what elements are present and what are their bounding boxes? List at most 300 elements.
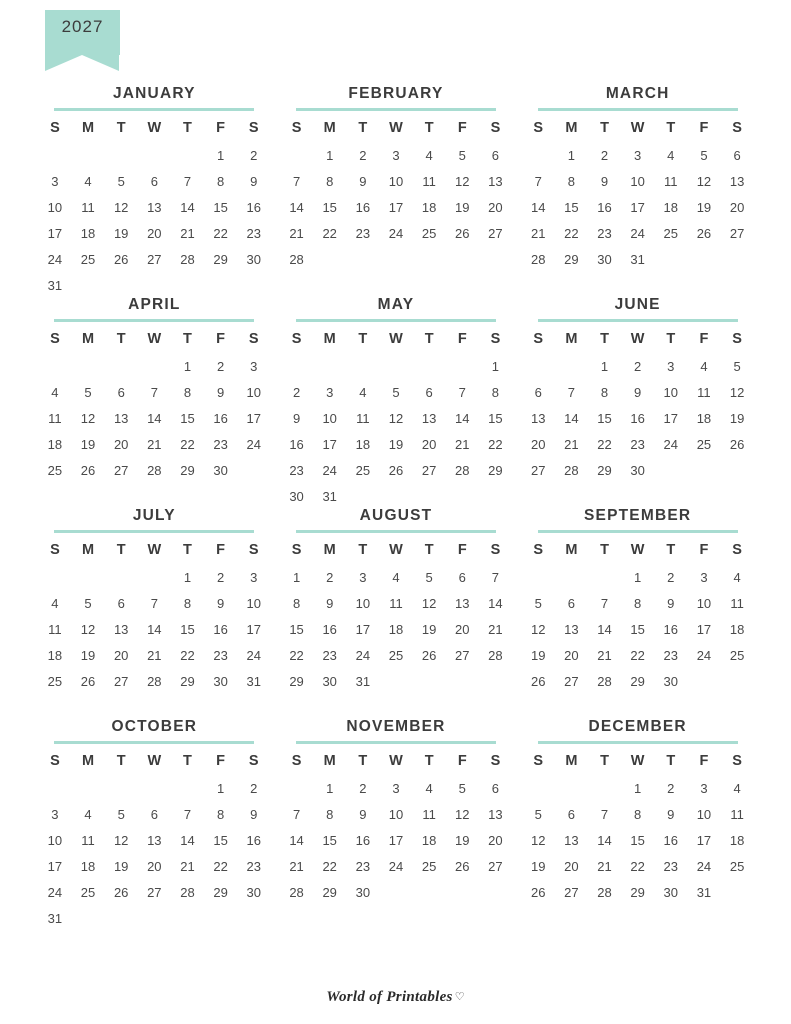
- day-cell[interactable]: 1: [634, 569, 642, 585]
- day-cell[interactable]: 29: [597, 462, 612, 478]
- day-cell[interactable]: 29: [564, 251, 579, 267]
- day-cell[interactable]: 10: [47, 832, 63, 848]
- day-cell[interactable]: 21: [455, 436, 470, 452]
- day-cell[interactable]: 4: [700, 358, 708, 374]
- day-cell[interactable]: 21: [488, 621, 503, 637]
- day-cell[interactable]: 8: [326, 806, 334, 822]
- day-cell[interactable]: 4: [733, 569, 741, 585]
- day-cell[interactable]: 4: [667, 147, 675, 163]
- day-cell[interactable]: 23: [289, 462, 304, 478]
- day-cell[interactable]: 30: [663, 673, 679, 689]
- day-cell[interactable]: 10: [696, 806, 712, 822]
- day-cell[interactable]: 24: [246, 436, 261, 452]
- day-cell[interactable]: 23: [246, 225, 261, 241]
- day-cell[interactable]: 22: [630, 647, 645, 663]
- day-cell[interactable]: 15: [213, 832, 228, 848]
- day-cell[interactable]: 29: [180, 673, 195, 689]
- day-cell[interactable]: 18: [355, 436, 371, 452]
- day-cell[interactable]: 28: [180, 251, 195, 267]
- day-cell[interactable]: 13: [530, 410, 546, 426]
- day-cell[interactable]: 12: [113, 199, 129, 215]
- day-cell[interactable]: 10: [355, 595, 371, 611]
- day-cell[interactable]: 9: [600, 173, 609, 189]
- day-cell[interactable]: 30: [322, 673, 337, 689]
- day-cell[interactable]: 2: [600, 147, 609, 163]
- day-cell[interactable]: 12: [80, 621, 96, 637]
- day-cell[interactable]: 25: [80, 251, 96, 267]
- day-cell[interactable]: 28: [564, 462, 579, 478]
- day-cell[interactable]: 7: [183, 806, 192, 822]
- day-cell[interactable]: 23: [630, 436, 645, 452]
- day-cell[interactable]: 8: [216, 806, 225, 822]
- day-cell[interactable]: 1: [634, 780, 642, 796]
- day-cell[interactable]: 17: [388, 832, 404, 848]
- day-cell[interactable]: 19: [113, 858, 129, 874]
- day-cell[interactable]: 1: [326, 780, 334, 796]
- day-cell[interactable]: 5: [458, 780, 466, 796]
- day-cell[interactable]: 28: [180, 884, 195, 900]
- day-cell[interactable]: 13: [488, 173, 503, 189]
- day-cell[interactable]: 27: [488, 858, 503, 874]
- day-cell[interactable]: 26: [729, 436, 745, 452]
- day-cell[interactable]: 3: [250, 358, 258, 374]
- day-cell[interactable]: 25: [696, 436, 712, 452]
- day-cell[interactable]: 24: [47, 251, 63, 267]
- day-cell[interactable]: 15: [630, 621, 645, 637]
- day-cell[interactable]: 10: [388, 173, 404, 189]
- day-cell[interactable]: 6: [534, 384, 542, 400]
- day-cell[interactable]: 27: [147, 884, 162, 900]
- day-cell[interactable]: 3: [634, 147, 642, 163]
- day-cell[interactable]: 22: [564, 225, 579, 241]
- day-cell[interactable]: 2: [359, 147, 367, 163]
- day-cell[interactable]: 31: [47, 277, 63, 293]
- day-cell[interactable]: 22: [180, 647, 195, 663]
- day-cell[interactable]: 2: [634, 358, 642, 374]
- day-cell[interactable]: 17: [630, 199, 645, 215]
- day-cell[interactable]: 20: [564, 647, 579, 663]
- day-cell[interactable]: 17: [388, 199, 404, 215]
- day-cell[interactable]: 9: [667, 595, 675, 611]
- day-cell[interactable]: 18: [80, 225, 96, 241]
- day-cell[interactable]: 18: [47, 436, 63, 452]
- day-cell[interactable]: 29: [180, 462, 195, 478]
- day-cell[interactable]: 8: [326, 173, 334, 189]
- day-cell[interactable]: 7: [292, 806, 301, 822]
- day-cell[interactable]: 30: [213, 673, 228, 689]
- day-cell[interactable]: 26: [113, 251, 129, 267]
- day-cell[interactable]: 4: [51, 384, 59, 400]
- day-cell[interactable]: 1: [600, 358, 609, 374]
- day-cell[interactable]: 24: [388, 858, 404, 874]
- day-cell[interactable]: 30: [355, 884, 371, 900]
- day-cell[interactable]: 9: [359, 806, 367, 822]
- day-cell[interactable]: 4: [425, 780, 433, 796]
- day-cell[interactable]: 5: [534, 595, 542, 611]
- day-cell[interactable]: 25: [729, 647, 745, 663]
- day-cell[interactable]: 6: [458, 569, 466, 585]
- day-cell[interactable]: 24: [246, 647, 261, 663]
- day-cell[interactable]: 7: [600, 806, 609, 822]
- day-cell[interactable]: 29: [630, 673, 645, 689]
- day-cell[interactable]: 15: [322, 199, 337, 215]
- day-cell[interactable]: 25: [47, 673, 63, 689]
- day-cell[interactable]: 21: [530, 225, 546, 241]
- day-cell[interactable]: 19: [729, 410, 745, 426]
- day-cell[interactable]: 5: [117, 173, 125, 189]
- day-cell[interactable]: 3: [51, 806, 59, 822]
- day-cell[interactable]: 31: [47, 910, 63, 926]
- day-cell[interactable]: 6: [491, 147, 500, 163]
- day-cell[interactable]: 19: [113, 225, 129, 241]
- day-cell[interactable]: 4: [51, 595, 59, 611]
- day-cell[interactable]: 18: [421, 832, 437, 848]
- day-cell[interactable]: 16: [597, 199, 612, 215]
- day-cell[interactable]: 10: [322, 410, 337, 426]
- day-cell[interactable]: 9: [634, 384, 642, 400]
- day-cell[interactable]: 17: [47, 225, 63, 241]
- day-cell[interactable]: 19: [80, 647, 96, 663]
- day-cell[interactable]: 21: [564, 436, 579, 452]
- day-cell[interactable]: 16: [246, 199, 261, 215]
- day-cell[interactable]: 6: [117, 595, 125, 611]
- day-cell[interactable]: 9: [667, 806, 675, 822]
- day-cell[interactable]: 8: [634, 595, 642, 611]
- day-cell[interactable]: 14: [147, 621, 162, 637]
- day-cell[interactable]: 16: [322, 621, 337, 637]
- day-cell[interactable]: 29: [289, 673, 304, 689]
- day-cell[interactable]: 14: [597, 621, 612, 637]
- day-cell[interactable]: 22: [180, 436, 195, 452]
- day-cell[interactable]: 13: [564, 832, 579, 848]
- day-cell[interactable]: 15: [213, 199, 228, 215]
- day-cell[interactable]: 18: [80, 858, 96, 874]
- day-cell[interactable]: 9: [216, 384, 225, 400]
- day-cell[interactable]: 3: [392, 780, 400, 796]
- day-cell[interactable]: 22: [597, 436, 612, 452]
- day-cell[interactable]: 14: [564, 410, 579, 426]
- day-cell[interactable]: 27: [564, 884, 579, 900]
- day-cell[interactable]: 7: [150, 384, 158, 400]
- day-cell[interactable]: 25: [355, 462, 371, 478]
- day-cell[interactable]: 5: [117, 806, 125, 822]
- day-cell[interactable]: 20: [564, 858, 579, 874]
- day-cell[interactable]: 16: [289, 436, 304, 452]
- day-cell[interactable]: 3: [392, 147, 400, 163]
- day-cell[interactable]: 2: [667, 569, 675, 585]
- day-cell[interactable]: 24: [663, 436, 679, 452]
- day-cell[interactable]: 23: [355, 225, 371, 241]
- day-cell[interactable]: 28: [147, 673, 162, 689]
- day-cell[interactable]: 12: [388, 410, 404, 426]
- day-cell[interactable]: 3: [250, 569, 258, 585]
- day-cell[interactable]: 10: [47, 199, 63, 215]
- day-cell[interactable]: 23: [663, 858, 679, 874]
- day-cell[interactable]: 1: [183, 569, 192, 585]
- day-cell[interactable]: 24: [355, 647, 371, 663]
- day-cell[interactable]: 26: [530, 884, 546, 900]
- day-cell[interactable]: 1: [326, 147, 334, 163]
- day-cell[interactable]: 11: [356, 410, 370, 426]
- day-cell[interactable]: 9: [359, 173, 367, 189]
- day-cell[interactable]: 2: [216, 358, 225, 374]
- day-cell[interactable]: 11: [730, 806, 744, 822]
- day-cell[interactable]: 23: [355, 858, 371, 874]
- day-cell[interactable]: 11: [422, 173, 436, 189]
- day-cell[interactable]: 12: [729, 384, 745, 400]
- day-cell[interactable]: 23: [246, 858, 261, 874]
- day-cell[interactable]: 6: [491, 780, 500, 796]
- day-cell[interactable]: 20: [455, 621, 470, 637]
- day-cell[interactable]: 31: [355, 673, 371, 689]
- day-cell[interactable]: 27: [113, 673, 129, 689]
- day-cell[interactable]: 20: [147, 858, 162, 874]
- day-cell[interactable]: 1: [183, 358, 192, 374]
- day-cell[interactable]: 18: [696, 410, 712, 426]
- day-cell[interactable]: 11: [422, 806, 436, 822]
- day-cell[interactable]: 28: [289, 251, 304, 267]
- day-cell[interactable]: 31: [630, 251, 645, 267]
- day-cell[interactable]: 5: [84, 595, 92, 611]
- day-cell[interactable]: 28: [597, 673, 612, 689]
- day-cell[interactable]: 11: [730, 595, 744, 611]
- day-cell[interactable]: 18: [421, 199, 437, 215]
- day-cell[interactable]: 22: [289, 647, 304, 663]
- day-cell[interactable]: 6: [567, 806, 575, 822]
- day-cell[interactable]: 28: [530, 251, 546, 267]
- day-cell[interactable]: 8: [292, 595, 301, 611]
- day-cell[interactable]: 19: [530, 858, 546, 874]
- day-cell[interactable]: 5: [700, 147, 708, 163]
- day-cell[interactable]: 27: [147, 251, 162, 267]
- day-cell[interactable]: 17: [322, 436, 337, 452]
- day-cell[interactable]: 28: [455, 462, 470, 478]
- day-cell[interactable]: 30: [246, 251, 261, 267]
- day-cell[interactable]: 7: [567, 384, 575, 400]
- day-cell[interactable]: 23: [663, 647, 679, 663]
- day-cell[interactable]: 25: [421, 225, 437, 241]
- day-cell[interactable]: 30: [630, 462, 645, 478]
- day-cell[interactable]: 31: [246, 673, 261, 689]
- day-cell[interactable]: 10: [663, 384, 679, 400]
- day-cell[interactable]: 17: [696, 832, 712, 848]
- day-cell[interactable]: 26: [696, 225, 712, 241]
- day-cell[interactable]: 19: [530, 647, 546, 663]
- day-cell[interactable]: 17: [696, 621, 712, 637]
- day-cell[interactable]: 10: [388, 806, 404, 822]
- day-cell[interactable]: 5: [425, 569, 433, 585]
- day-cell[interactable]: 11: [697, 384, 711, 400]
- day-cell[interactable]: 29: [213, 884, 228, 900]
- day-cell[interactable]: 22: [488, 436, 503, 452]
- day-cell[interactable]: 20: [421, 436, 437, 452]
- day-cell[interactable]: 7: [458, 384, 466, 400]
- day-cell[interactable]: 28: [289, 884, 304, 900]
- day-cell[interactable]: 30: [246, 884, 261, 900]
- day-cell[interactable]: 31: [696, 884, 712, 900]
- day-cell[interactable]: 4: [392, 569, 400, 585]
- day-cell[interactable]: 26: [80, 462, 96, 478]
- day-cell[interactable]: 25: [47, 462, 63, 478]
- day-cell[interactable]: 6: [150, 173, 158, 189]
- day-cell[interactable]: 7: [491, 569, 500, 585]
- day-cell[interactable]: 25: [80, 884, 96, 900]
- day-cell[interactable]: 5: [733, 358, 741, 374]
- day-cell[interactable]: 1: [491, 358, 500, 374]
- day-cell[interactable]: 18: [388, 621, 404, 637]
- day-cell[interactable]: 3: [667, 358, 675, 374]
- day-cell[interactable]: 2: [250, 780, 258, 796]
- day-cell[interactable]: 11: [81, 199, 95, 215]
- day-cell[interactable]: 8: [491, 384, 500, 400]
- day-cell[interactable]: 19: [80, 436, 96, 452]
- day-cell[interactable]: 14: [530, 199, 546, 215]
- day-cell[interactable]: 2: [326, 569, 334, 585]
- day-cell[interactable]: 17: [663, 410, 679, 426]
- day-cell[interactable]: 13: [564, 621, 579, 637]
- day-cell[interactable]: 14: [597, 832, 612, 848]
- day-cell[interactable]: 24: [696, 647, 712, 663]
- day-cell[interactable]: 24: [630, 225, 645, 241]
- day-cell[interactable]: 3: [700, 569, 708, 585]
- day-cell[interactable]: 27: [729, 225, 745, 241]
- day-cell[interactable]: 27: [421, 462, 437, 478]
- day-cell[interactable]: 13: [147, 832, 162, 848]
- day-cell[interactable]: 19: [421, 621, 437, 637]
- day-cell[interactable]: 2: [667, 780, 675, 796]
- day-cell[interactable]: 14: [455, 410, 470, 426]
- day-cell[interactable]: 16: [355, 832, 371, 848]
- day-cell[interactable]: 1: [216, 780, 225, 796]
- day-cell[interactable]: 19: [388, 436, 404, 452]
- day-cell[interactable]: 26: [388, 462, 404, 478]
- day-cell[interactable]: 16: [663, 832, 679, 848]
- day-cell[interactable]: 20: [488, 832, 503, 848]
- day-cell[interactable]: 24: [696, 858, 712, 874]
- day-cell[interactable]: 31: [322, 488, 337, 504]
- day-cell[interactable]: 3: [700, 780, 708, 796]
- day-cell[interactable]: 15: [488, 410, 503, 426]
- day-cell[interactable]: 5: [84, 384, 92, 400]
- day-cell[interactable]: 23: [213, 436, 228, 452]
- day-cell[interactable]: 21: [180, 858, 195, 874]
- day-cell[interactable]: 2: [216, 569, 225, 585]
- day-cell[interactable]: 7: [183, 173, 192, 189]
- day-cell[interactable]: 4: [425, 147, 433, 163]
- day-cell[interactable]: 26: [530, 673, 546, 689]
- day-cell[interactable]: 4: [84, 173, 92, 189]
- day-cell[interactable]: 20: [113, 647, 129, 663]
- day-cell[interactable]: 12: [80, 410, 96, 426]
- day-cell[interactable]: 8: [634, 806, 642, 822]
- day-cell[interactable]: 13: [147, 199, 162, 215]
- day-cell[interactable]: 21: [289, 858, 304, 874]
- day-cell[interactable]: 7: [600, 595, 609, 611]
- day-cell[interactable]: 21: [147, 647, 162, 663]
- day-cell[interactable]: 23: [322, 647, 337, 663]
- day-cell[interactable]: 14: [289, 199, 304, 215]
- day-cell[interactable]: 5: [458, 147, 466, 163]
- day-cell[interactable]: 29: [630, 884, 645, 900]
- day-cell[interactable]: 22: [322, 858, 337, 874]
- day-cell[interactable]: 18: [663, 199, 679, 215]
- day-cell[interactable]: 15: [289, 621, 304, 637]
- day-cell[interactable]: 13: [729, 173, 745, 189]
- day-cell[interactable]: 11: [48, 410, 62, 426]
- day-cell[interactable]: 14: [289, 832, 304, 848]
- day-cell[interactable]: 12: [530, 832, 546, 848]
- day-cell[interactable]: 9: [326, 595, 334, 611]
- day-cell[interactable]: 17: [246, 621, 261, 637]
- day-cell[interactable]: 30: [597, 251, 612, 267]
- day-cell[interactable]: 14: [180, 199, 195, 215]
- day-cell[interactable]: 2: [292, 384, 301, 400]
- day-cell[interactable]: 13: [113, 410, 129, 426]
- day-cell[interactable]: 2: [250, 147, 258, 163]
- day-cell[interactable]: 30: [663, 884, 679, 900]
- day-cell[interactable]: 16: [630, 410, 645, 426]
- day-cell[interactable]: 15: [180, 621, 195, 637]
- day-cell[interactable]: 19: [696, 199, 712, 215]
- day-cell[interactable]: 8: [216, 173, 225, 189]
- day-cell[interactable]: 19: [455, 199, 470, 215]
- day-cell[interactable]: 18: [729, 621, 745, 637]
- day-cell[interactable]: 19: [455, 832, 470, 848]
- day-cell[interactable]: 1: [292, 569, 301, 585]
- day-cell[interactable]: 11: [81, 832, 95, 848]
- day-cell[interactable]: 27: [530, 462, 546, 478]
- day-cell[interactable]: 12: [113, 832, 129, 848]
- day-cell[interactable]: 25: [663, 225, 679, 241]
- day-cell[interactable]: 1: [567, 147, 575, 163]
- day-cell[interactable]: 14: [488, 595, 503, 611]
- day-cell[interactable]: 29: [322, 884, 337, 900]
- day-cell[interactable]: 21: [147, 436, 162, 452]
- day-cell[interactable]: 17: [246, 410, 261, 426]
- day-cell[interactable]: 2: [359, 780, 367, 796]
- day-cell[interactable]: 29: [213, 251, 228, 267]
- day-cell[interactable]: 13: [113, 621, 129, 637]
- day-cell[interactable]: 5: [534, 806, 542, 822]
- day-cell[interactable]: 21: [180, 225, 195, 241]
- day-cell[interactable]: 22: [630, 858, 645, 874]
- day-cell[interactable]: 28: [488, 647, 503, 663]
- day-cell[interactable]: 26: [455, 858, 470, 874]
- day-cell[interactable]: 6: [733, 147, 741, 163]
- day-cell[interactable]: 27: [113, 462, 129, 478]
- day-cell[interactable]: 30: [213, 462, 228, 478]
- day-cell[interactable]: 24: [47, 884, 63, 900]
- day-cell[interactable]: 10: [246, 595, 261, 611]
- day-cell[interactable]: 11: [664, 173, 678, 189]
- day-cell[interactable]: 10: [630, 173, 645, 189]
- day-cell[interactable]: 16: [663, 621, 679, 637]
- day-cell[interactable]: 25: [388, 647, 404, 663]
- day-cell[interactable]: 12: [696, 173, 712, 189]
- day-cell[interactable]: 8: [183, 595, 192, 611]
- day-cell[interactable]: 21: [597, 647, 612, 663]
- day-cell[interactable]: 11: [389, 595, 403, 611]
- day-cell[interactable]: 15: [564, 199, 579, 215]
- day-cell[interactable]: 6: [425, 384, 433, 400]
- day-cell[interactable]: 16: [246, 832, 261, 848]
- day-cell[interactable]: 7: [150, 595, 158, 611]
- day-cell[interactable]: 25: [729, 858, 745, 874]
- day-cell[interactable]: 16: [355, 199, 371, 215]
- day-cell[interactable]: 12: [455, 173, 470, 189]
- day-cell[interactable]: 15: [180, 410, 195, 426]
- day-cell[interactable]: 30: [289, 488, 304, 504]
